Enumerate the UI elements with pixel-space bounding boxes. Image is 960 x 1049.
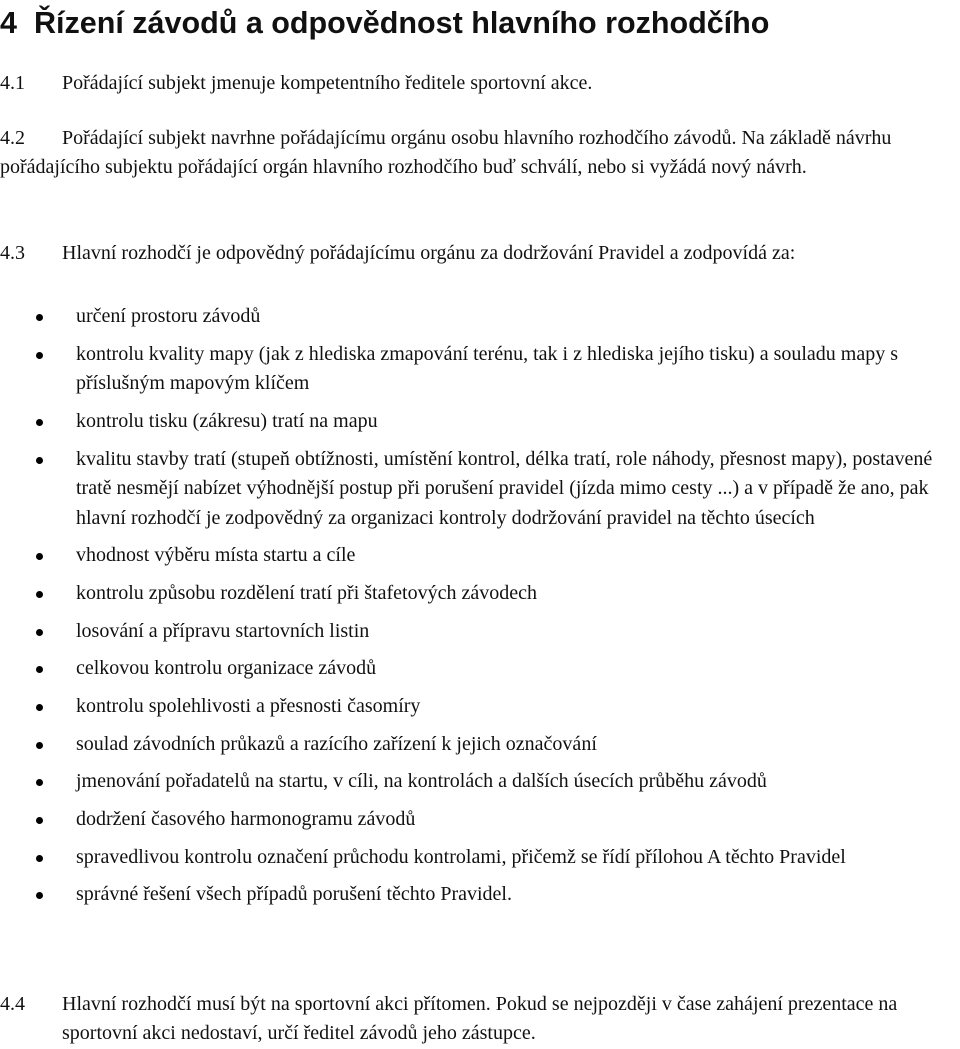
list-item-text: losování a přípravu startovních listin: [76, 619, 370, 642]
list-item-text: kontrolu kvality mapy (jak z hlediska zmapování terénu, tak i z hlediska jejího tisku) a souladu mapy s příslušným mapovým klíčem: [76, 342, 899, 395]
list-item: [0, 302, 956, 332]
list-item-text: celkovou kontrolu organizace závodů: [76, 657, 377, 680]
paragraph-number: 4.3: [0, 242, 25, 264]
section-title: Řízení závodů a odpovědnost hlavního rozhodčího: [34, 6, 770, 40]
list-item: [0, 579, 956, 609]
list-item: [0, 445, 956, 534]
bullet-dot-icon: [36, 553, 43, 560]
list-item-text: dodržení časového harmonogramu závodů: [76, 808, 416, 831]
bullet-dot-icon: [36, 591, 43, 598]
list-item-text: kvalitu stavby tratí (stupeň obtížnosti, umístění kontrol, délka tratí, role náhody, přesnost mapy), postavené tratě nesmějí nabízet výhodnější postup při porušení pravidel (jízda mimo cesty ...) a v případě že ano, pak hlavní rozhodčí je zodpovědný za organizaci kontroly dodržování pravidel na těchto úsecích: [76, 447, 933, 529]
list-item: [0, 730, 956, 760]
paragraph-number: 4.1: [0, 72, 25, 94]
list-item-text: určení prostoru závodů: [76, 305, 261, 327]
list-item-text: vhodnost výběru místa startu a cíle: [76, 544, 356, 567]
list-item-text: soulad závodních průkazů a razícího zařízení k jejich označování: [76, 732, 597, 755]
paragraph-text: Hlavní rozhodčí musí být na sportovní akci přítomen. Pokud se nejpozději v čase zahájení prezentace na sportovní akci nedostaví, určí ředitel závodů jeho zástupce.: [62, 993, 898, 1044]
bullet-dot-icon: [36, 629, 43, 636]
bullet-dot-icon: [36, 742, 43, 749]
list-item: [0, 805, 956, 835]
paragraph-number: 4.4: [0, 993, 25, 1015]
list-item: [0, 767, 956, 797]
section-heading: [0, 4, 769, 42]
paragraph-4-2: [0, 124, 960, 182]
bullet-dot-icon: [36, 314, 43, 321]
bullet-dot-icon: [36, 704, 43, 711]
list-item-text: správné řešení všech případů porušení těchto Pravidel.: [76, 883, 512, 906]
bullet-dot-icon: [36, 892, 43, 899]
responsibility-list: [0, 302, 960, 918]
list-item-text: spravedlivou kontrolu označení průchodu kontrolami, přičemž se řídí přílohou A těchto Pravidel: [76, 845, 846, 868]
bullet-dot-icon: [36, 457, 43, 464]
bullet-dot-icon: [36, 779, 43, 786]
paragraph-text: Pořádající subjekt jmenuje kompetentního ředitele sportovní akce.: [62, 72, 593, 94]
bullet-dot-icon: [36, 817, 43, 824]
list-item-text: jmenování pořadatelů na startu, v cíli, na kontrolách a dalších úsecích průběhu závodů: [76, 770, 767, 793]
list-item-text: kontrolu spolehlivosti a přesnosti časomíry: [76, 695, 421, 717]
bullet-dot-icon: [36, 352, 43, 359]
list-item-text: kontrolu tisku (zákresu) tratí na mapu: [76, 409, 378, 432]
paragraph-text: Pořádající subjekt navrhne pořádajícímu orgánu osobu hlavního rozhodčího závodů. Na základě návrhu pořádajícího subjektu pořádající orgán hlavního rozhodčího buď schválí, nebo si vyžádá nový návrh.: [0, 127, 892, 178]
list-item: [0, 843, 956, 873]
list-item: [0, 541, 956, 571]
paragraph-number: 4.2: [0, 127, 25, 149]
bullet-dot-icon: [36, 855, 43, 862]
paragraph-4-3: [0, 239, 960, 268]
paragraph-4-4: [0, 990, 960, 1048]
paragraph-text: Hlavní rozhodčí je odpovědný pořádajícímu orgánu za dodržování Pravidel a zodpovídá za:: [62, 242, 796, 264]
list-item: [0, 880, 956, 910]
list-item-text: kontrolu způsobu rozdělení tratí při štafetových závodech: [76, 581, 537, 604]
list-item: [0, 340, 956, 399]
bullet-dot-icon: [36, 419, 43, 426]
paragraph-4-1: [0, 69, 960, 98]
list-item: [0, 692, 956, 722]
list-item: [0, 654, 956, 684]
list-item: [0, 617, 956, 647]
list-item: [0, 407, 956, 437]
section-number: 4: [0, 6, 17, 40]
bullet-dot-icon: [36, 666, 43, 673]
